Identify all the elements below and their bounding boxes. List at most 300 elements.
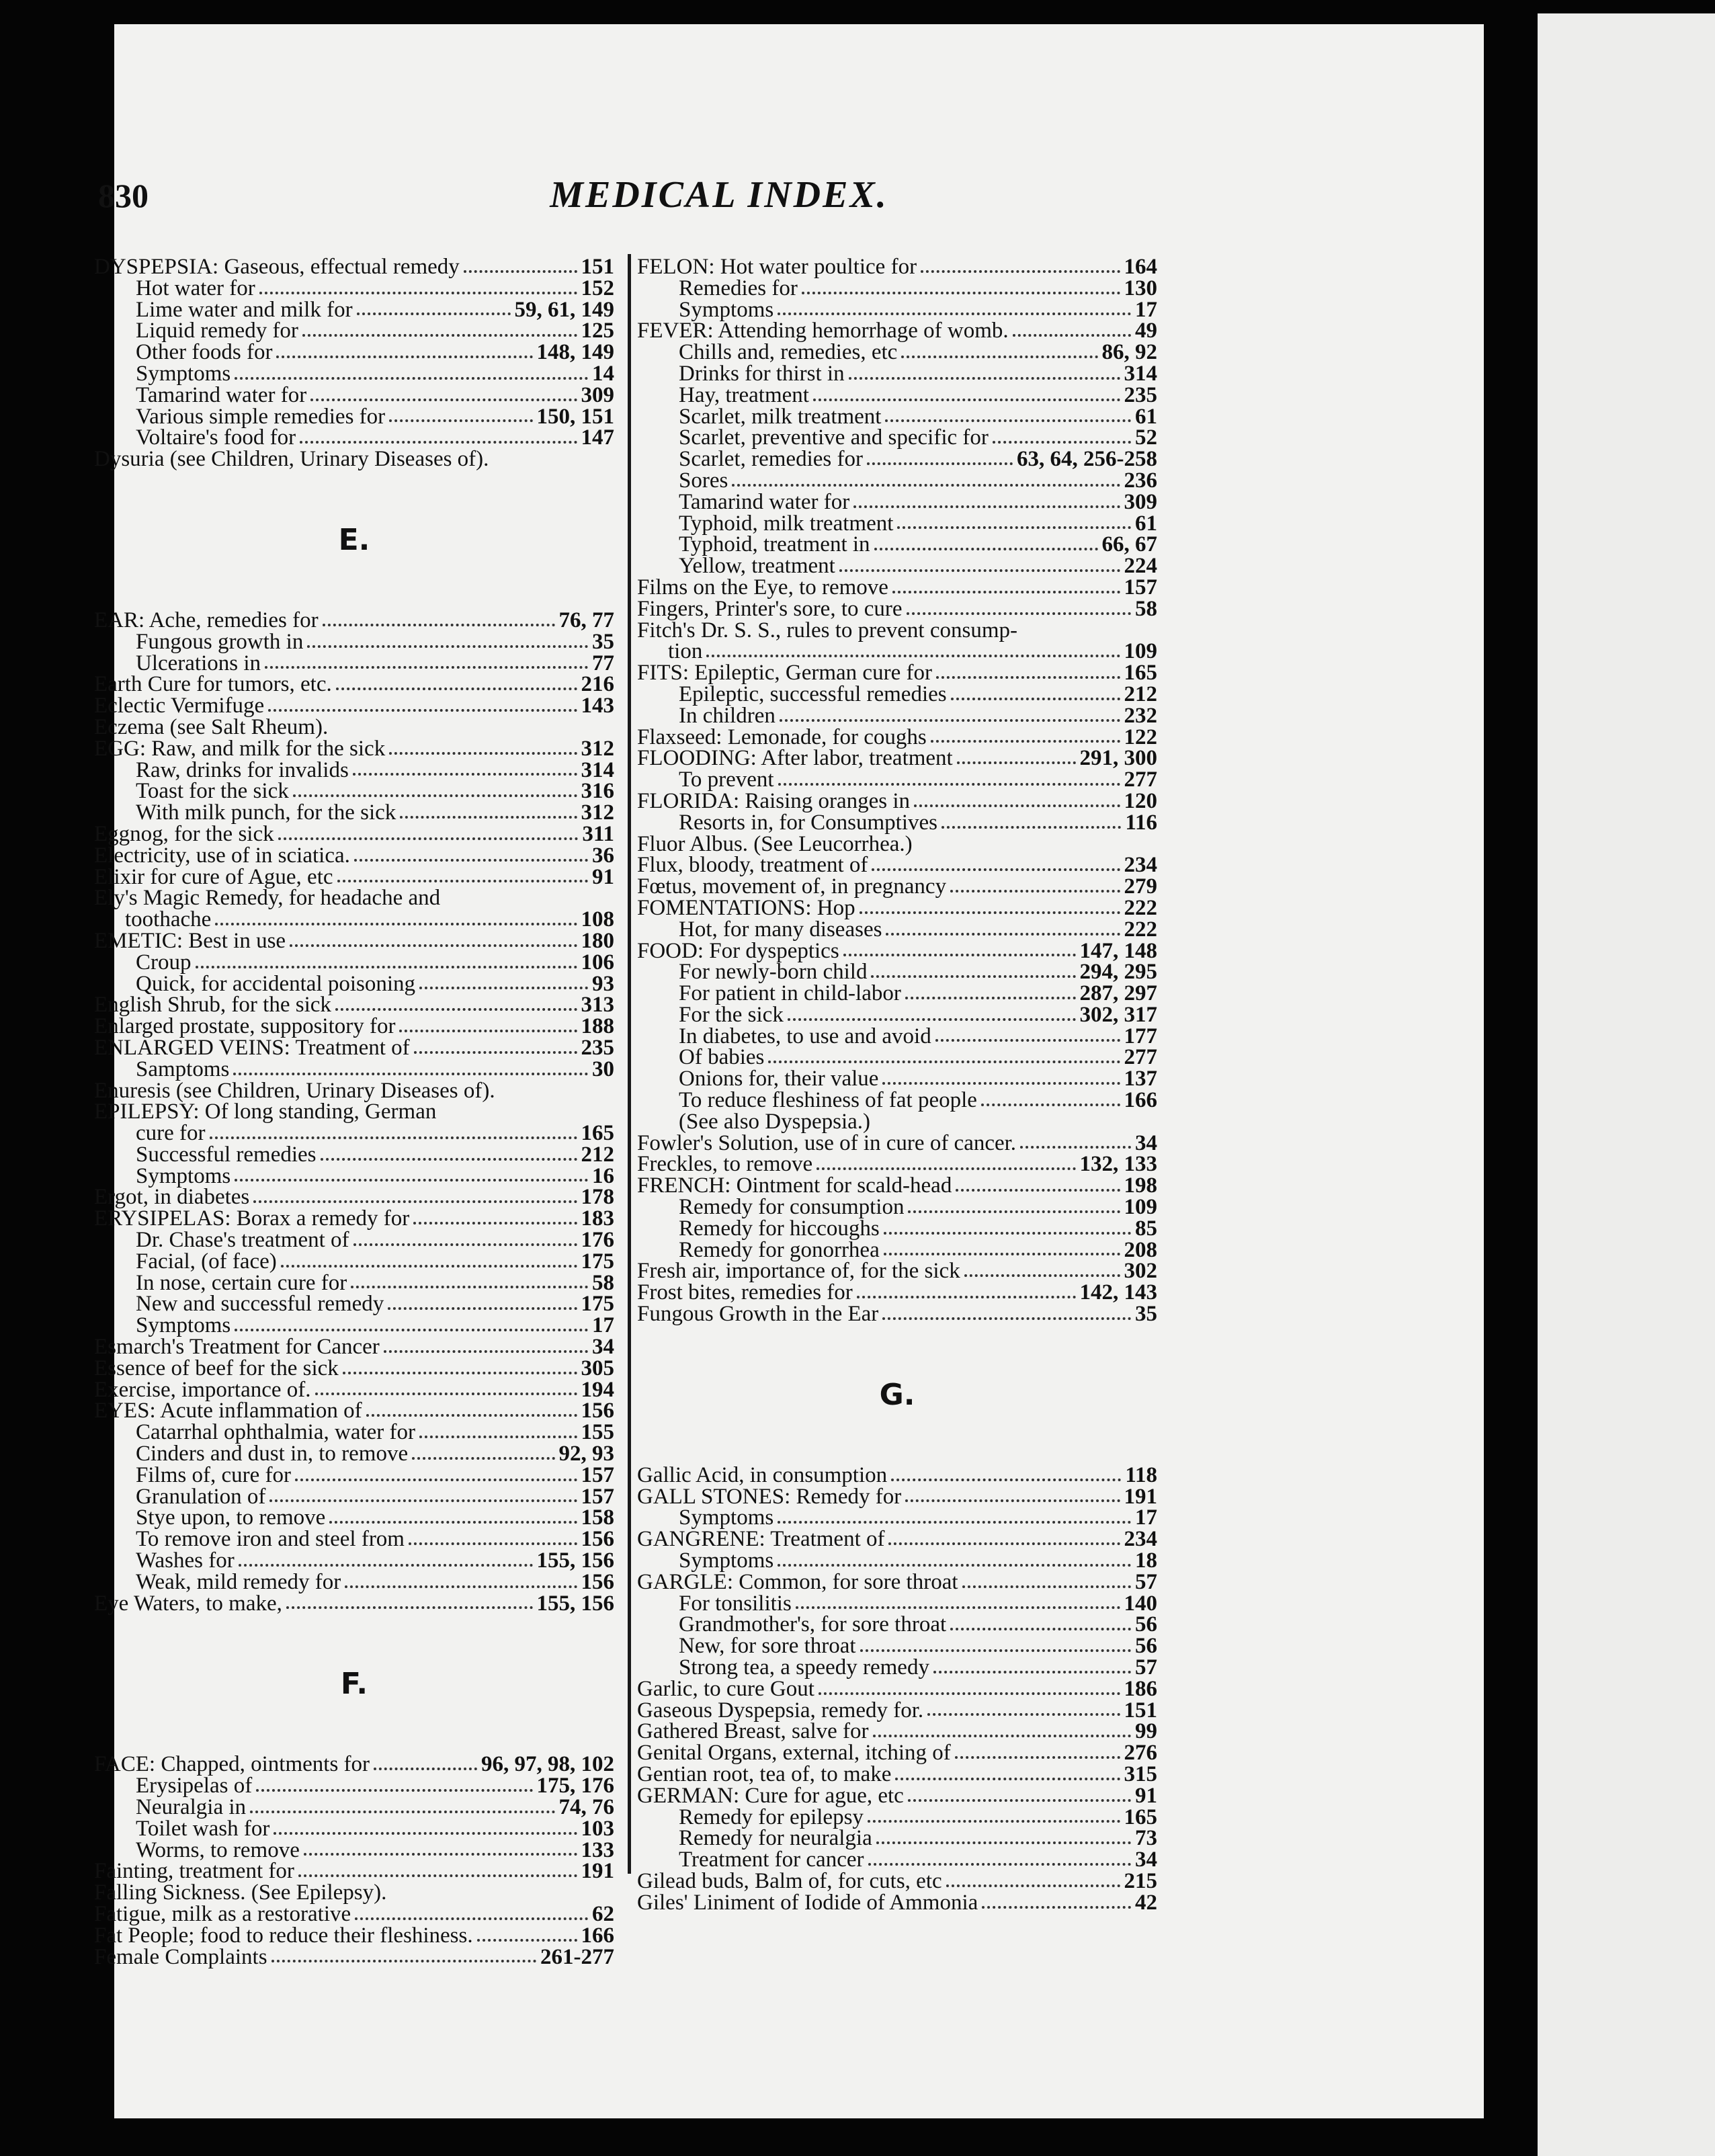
index-entry: [637, 895, 1157, 920]
leader-dots: [933, 1671, 1131, 1673]
page-reference: 57: [1135, 1655, 1157, 1680]
entry-text: Fat People; food to reduce their fleshiness.: [94, 1923, 473, 1948]
entry-text: Treatment for cancer: [679, 1848, 864, 1872]
page-reference: 261-277: [540, 1944, 614, 1969]
entry-text: Chills and, remedies, etc: [679, 340, 898, 365]
page-reference: 61: [1135, 511, 1157, 536]
entry-text: EYES: Acute inflammation of: [94, 1399, 362, 1423]
index-entry: [637, 855, 1157, 876]
page-reference: 176: [581, 1228, 614, 1253]
page-reference: 224: [1124, 554, 1157, 579]
page-reference: 56: [1135, 1634, 1157, 1659]
page-reference: 85: [1135, 1216, 1157, 1241]
leader-dots: [884, 1253, 1120, 1255]
entry-text: Symptoms: [679, 1505, 774, 1530]
index-entry: [94, 1102, 614, 1123]
entry-text: Elixir for cure of Ague, etc: [94, 864, 333, 889]
page-reference: 175: [581, 1249, 614, 1274]
page-reference: 277: [1124, 768, 1157, 792]
leader-dots: [860, 911, 1120, 914]
entry-text: Typhoid, milk treatment: [679, 511, 894, 536]
entry-text: Typhoid, treatment in: [679, 532, 870, 557]
leader-dots: [780, 719, 1120, 722]
section-letter: E.: [338, 522, 370, 557]
index-subentry: [94, 952, 614, 974]
page-reference: 77: [592, 651, 614, 675]
entry-text: Fungous growth in: [136, 629, 304, 654]
page-reference: 165: [1124, 1805, 1157, 1829]
page-reference: 147: [581, 425, 614, 450]
entry-text: FELON: Hot water poultice for: [637, 255, 917, 279]
entry-text: Fingers, Printer's sore, to cure: [637, 596, 903, 621]
index-entry: [94, 714, 614, 739]
entry-text: Fainting, treatment for: [94, 1859, 294, 1884]
page-reference: 314: [1124, 361, 1157, 386]
leader-dots: [321, 1158, 577, 1161]
entry-text: Enlarged prostate, suppository for: [94, 1014, 396, 1039]
leader-dots: [853, 505, 1120, 508]
page-reference: 291, 300: [1079, 746, 1157, 771]
leader-dots: [955, 1756, 1120, 1759]
index-entry: [94, 1016, 614, 1038]
entry-text: Sores: [679, 468, 728, 493]
page-reference: 34: [592, 1335, 614, 1360]
entry-text: Frost bites, remedies for: [637, 1280, 853, 1305]
entry-text: Esmarch's Treatment for Cancer: [94, 1335, 380, 1360]
leader-dots: [892, 591, 1120, 593]
leader-dots: [907, 612, 1131, 615]
leader-dots: [335, 1008, 577, 1011]
leader-dots: [868, 1863, 1132, 1866]
entry-text: To prevent: [679, 768, 774, 792]
entry-text: New and successful remedy: [136, 1292, 384, 1317]
index-subentry: [637, 1026, 1157, 1048]
index-subentry: [637, 770, 1157, 791]
entry-text: Epileptic, successful remedies: [679, 681, 947, 706]
page-reference: 63, 64, 256-258: [1017, 447, 1157, 472]
entry-text: Croup: [136, 950, 192, 975]
index-entry: [94, 845, 614, 867]
index-entry: [637, 663, 1157, 684]
page-reference: 232: [1124, 703, 1157, 728]
index-subentry: [94, 802, 614, 824]
leader-dots: [888, 1542, 1120, 1545]
leader-dots: [253, 1200, 577, 1203]
leader-dots: [269, 1499, 577, 1502]
index-subentry: [637, 983, 1157, 1005]
section-spacer: [94, 1715, 614, 1754]
page-reference: 52: [1135, 425, 1157, 450]
leader-dots: [843, 954, 1076, 956]
page-reference: 42: [1135, 1890, 1157, 1915]
index-subentry: [637, 1828, 1157, 1850]
leader-dots: [788, 1018, 1076, 1021]
leader-dots: [315, 1393, 577, 1395]
entry-text: Liquid remedy for: [136, 319, 298, 343]
index-entry: [637, 1868, 1157, 1893]
index-subentry: [94, 1294, 614, 1315]
index-entry: [94, 1187, 614, 1208]
index-subentry: [637, 1047, 1157, 1069]
leader-dots: [323, 624, 555, 626]
page-reference: 91: [592, 864, 614, 889]
index-entry: [94, 1754, 614, 1776]
entry-text: EGG: Raw, and milk for the sick: [94, 736, 386, 761]
page-reference: 35: [1135, 1302, 1157, 1327]
page-reference: 155: [581, 1420, 614, 1445]
page-reference: 191: [581, 1859, 614, 1884]
entry-text: Resorts in, for Consumptives: [679, 810, 937, 835]
leader-dots: [304, 1853, 577, 1856]
column-rule: [628, 254, 631, 1874]
page-reference: 158: [581, 1505, 614, 1530]
index-entry: [637, 577, 1157, 599]
entry-text: Scarlet, preventive and specific for: [679, 425, 989, 450]
leader-dots: [351, 1286, 588, 1288]
leader-dots: [464, 270, 577, 273]
index-entry: [94, 821, 614, 846]
entry-text: Various simple remedies for: [136, 404, 386, 429]
page-reference: 103: [581, 1816, 614, 1841]
index-entry: [637, 596, 1157, 621]
index-entry: [637, 1130, 1157, 1155]
leader-dots: [956, 1189, 1120, 1192]
page-number: 830: [98, 177, 149, 214]
page-reference: 116: [1125, 810, 1157, 835]
leader-dots: [215, 923, 577, 925]
index-subentry: [637, 641, 1157, 663]
entry-text: tion: [668, 639, 703, 664]
entry-text: Tamarind water for: [679, 489, 850, 514]
index-subentry: [637, 1090, 1157, 1112]
leader-dots: [300, 441, 577, 444]
index-subentry: [94, 757, 614, 782]
page-reference: 34: [1135, 1130, 1157, 1155]
leader-dots: [914, 804, 1120, 807]
page-reference: 62: [592, 1902, 614, 1926]
leader-dots: [886, 933, 1120, 936]
page-reference: 313: [581, 993, 614, 1018]
index-subentry: [637, 361, 1157, 386]
index-subentry: [637, 489, 1157, 514]
page-reference: 49: [1135, 319, 1157, 343]
index-entry: [637, 1569, 1157, 1594]
leader-dots: [931, 740, 1120, 743]
page-reference: 215: [1124, 1868, 1157, 1893]
leader-dots: [962, 1585, 1131, 1588]
leader-dots: [778, 1564, 1131, 1567]
leader-dots: [307, 645, 588, 648]
entry-text: Gallic Acid, in consumption: [637, 1462, 888, 1487]
page-reference: 59, 61, 149: [514, 297, 614, 322]
leader-dots: [271, 1960, 536, 1962]
page-reference: 147, 148: [1079, 938, 1157, 963]
leader-dots: [884, 1232, 1131, 1235]
index-subentry: [637, 1657, 1157, 1679]
leader-dots: [857, 1296, 1076, 1298]
entry-text: Samptoms: [136, 1056, 230, 1081]
leader-dots: [964, 1274, 1120, 1277]
running-head: MEDICAL INDEX.: [550, 174, 888, 216]
entry-text: Gathered Breast, salve for: [637, 1719, 869, 1744]
entry-text: FLOODING: After labor, treatment: [637, 746, 953, 771]
index-subentry: [637, 427, 1157, 449]
leader-dots: [329, 1521, 577, 1524]
leader-dots: [927, 1713, 1120, 1716]
index-subentry: [94, 321, 614, 342]
entry-text: Hay, treatment: [679, 382, 809, 407]
page-reference: 93: [592, 971, 614, 996]
index-subentry: [94, 1837, 614, 1862]
page-reference: 151: [581, 255, 614, 279]
page-reference: 222: [1124, 917, 1157, 942]
entry-text: FITS: Epileptic, German cure for: [637, 661, 932, 686]
leader-dots: [942, 826, 1121, 829]
entry-text: Films on the Eye, to remove: [637, 575, 888, 599]
entry-text: Catarrhal ophthalmia, water for: [136, 1420, 415, 1445]
page-reference: 165: [1124, 661, 1157, 686]
page-reference: 277: [1124, 1045, 1157, 1070]
leader-dots: [871, 975, 1075, 978]
entry-text: Quick, for accidental poisoning: [136, 971, 416, 996]
page-reference: 302: [1124, 1259, 1157, 1284]
entry-text: Female Complaints: [94, 1944, 267, 1969]
leader-dots: [290, 944, 577, 947]
index-subentry: [94, 1270, 614, 1295]
page-reference: 76, 77: [558, 608, 614, 632]
page-reference: 222: [1124, 895, 1157, 920]
index-subentry: [637, 342, 1157, 364]
index-subentry: [94, 1123, 614, 1145]
entry-text: Stye upon, to remove: [136, 1505, 326, 1530]
leader-dots: [409, 1542, 577, 1545]
entry-text: cure for: [136, 1121, 206, 1146]
index-entry: [94, 1944, 614, 1969]
page-reference: 194: [581, 1377, 614, 1402]
leader-dots: [921, 270, 1120, 273]
leader-dots: [400, 816, 577, 819]
section-letter: F.: [340, 1667, 368, 1702]
entry-text: Ely's Magic Remedy, for headache and: [94, 886, 441, 911]
page-reference: 155, 156: [536, 1548, 614, 1573]
leader-dots: [477, 1939, 577, 1942]
page-reference: 309: [1124, 489, 1157, 514]
index-entry: [94, 928, 614, 953]
entry-text: For patient in child-labor: [679, 981, 901, 1006]
index-subentry: [94, 1251, 614, 1273]
leader-dots: [882, 1317, 1131, 1320]
section-letter: G.: [879, 1377, 915, 1412]
page-reference: 17: [1135, 297, 1157, 322]
index-entry: [94, 696, 614, 717]
entry-text: GARGLE: Common, for sore throat: [637, 1569, 958, 1594]
index-subentry: [637, 1550, 1157, 1572]
leader-dots: [936, 676, 1120, 679]
entry-text: FEVER: Attending hemorrhage of womb.: [637, 319, 1009, 343]
entry-text: GALL STONES: Remedy for: [637, 1484, 902, 1509]
entry-text: Freckles, to remove: [637, 1152, 813, 1177]
entry-text: EAR: Ache, remedies for: [94, 608, 319, 632]
entry-text: Symptoms: [136, 1313, 231, 1338]
page-reference: 130: [1124, 276, 1157, 300]
index-entry: [94, 674, 614, 696]
page-reference: 315: [1124, 1762, 1157, 1786]
entry-text: Successful remedies: [136, 1142, 317, 1167]
leader-dots: [366, 1414, 577, 1417]
leader-dots: [982, 1906, 1131, 1909]
index-subentry: [637, 1614, 1157, 1636]
page-reference: 166: [581, 1923, 614, 1948]
leader-dots: [1020, 1146, 1131, 1149]
entry-text: Hot, for many diseases: [679, 917, 882, 942]
entry-text: FACE: Chapped, ointments for: [94, 1752, 370, 1777]
index-subentry: [94, 1056, 614, 1081]
leader-dots: [235, 377, 588, 380]
page-reference: 118: [1125, 1462, 1157, 1487]
page-reference: 183: [581, 1206, 614, 1231]
entry-text: Fluor Albus. (See Leucorrhea.): [637, 831, 913, 856]
entry-text: Eye Waters, to make,: [94, 1591, 282, 1616]
entry-text: Symptoms: [136, 361, 231, 386]
index-entry: [637, 1743, 1157, 1764]
index-entry: [94, 1861, 614, 1882]
entry-text: Raw, drinks for invalids: [136, 757, 349, 782]
leader-dots: [337, 880, 588, 882]
entry-text: Remedy for consumption: [679, 1195, 905, 1220]
index-entry: [94, 610, 614, 632]
page-reference: 58: [1135, 596, 1157, 621]
entry-text: Facial, (of face): [136, 1249, 277, 1274]
entry-text: For tonsilitis: [679, 1591, 792, 1616]
index-subentry: [637, 1109, 1157, 1134]
leader-dots: [336, 688, 577, 690]
leader-dots: [867, 462, 1013, 465]
index-entry: [94, 257, 614, 278]
leader-dots: [388, 1307, 577, 1310]
leader-dots: [849, 377, 1120, 380]
leader-dots: [908, 1210, 1120, 1213]
entry-text: ENLARGED VEINS: Treatment of: [94, 1035, 410, 1060]
leader-dots: [950, 890, 1120, 893]
leader-dots: [706, 655, 1120, 657]
entry-text: GANGRENE: Treatment of: [637, 1527, 885, 1552]
index-subentry: [94, 1142, 614, 1167]
page-reference: 150, 151: [536, 404, 614, 429]
page-reference: 279: [1124, 874, 1157, 899]
page-reference: 109: [1124, 639, 1157, 664]
leader-dots: [819, 1692, 1120, 1695]
index-subentry: [94, 653, 614, 675]
index-subentry: [94, 971, 614, 996]
leader-dots: [905, 1499, 1120, 1502]
page-reference: 36: [592, 843, 614, 868]
page-reference: 208: [1124, 1237, 1157, 1262]
entry-text: Other foods for: [136, 340, 273, 365]
entry-text: Fœtus, movement of, in pregnancy: [637, 874, 947, 899]
entry-text: Symptoms: [679, 297, 774, 322]
page-reference: 91: [1135, 1783, 1157, 1808]
leader-dots: [908, 1799, 1131, 1802]
page-reference: 316: [581, 779, 614, 804]
leader-dots: [1013, 334, 1131, 337]
index-subentry: [94, 1444, 614, 1465]
leader-dots: [268, 709, 577, 712]
index-subentry: [94, 1230, 614, 1251]
page-reference: 17: [1135, 1505, 1157, 1530]
page-reference: 61: [1135, 404, 1157, 429]
entry-text: Fresh air, importance of, for the sick: [637, 1259, 960, 1284]
entry-text: Dr. Chase's treatment of: [136, 1228, 349, 1253]
entry-text: To remove iron and steel from: [136, 1527, 405, 1552]
entry-text: Remedy for hiccoughs: [679, 1216, 880, 1241]
page-reference: 312: [581, 800, 614, 825]
leader-dots: [276, 356, 532, 358]
entry-text: EMETIC: Best in use: [94, 928, 286, 953]
page-reference: 309: [581, 382, 614, 407]
entry-text: EPILEPSY: Of long standing, German: [94, 1100, 437, 1124]
index-entry: [637, 1676, 1157, 1701]
leader-dots: [817, 1167, 1075, 1170]
page-reference: 14: [592, 361, 614, 386]
index-subentry: [94, 781, 614, 802]
leader-dots: [951, 698, 1120, 700]
page-reference: 175: [581, 1292, 614, 1317]
entry-text: Of babies: [679, 1045, 765, 1070]
entry-text: Scarlet, remedies for: [679, 447, 863, 472]
page-reference: 156: [581, 1569, 614, 1594]
page-reference: 73: [1135, 1826, 1157, 1851]
page-reference: 96, 97, 98, 102: [481, 1752, 614, 1777]
leader-dots: [389, 419, 532, 422]
page-reference: 92, 93: [558, 1442, 614, 1466]
leader-dots: [993, 441, 1131, 444]
index-entry: [637, 1783, 1157, 1808]
entry-text: Strong tea, a speedy remedy: [679, 1655, 929, 1680]
index-subentry: [94, 427, 614, 449]
page-reference: 180: [581, 928, 614, 953]
entry-text: Flaxseed: Lemonade, for coughs: [637, 724, 927, 749]
leader-dots: [882, 1082, 1120, 1085]
page-reference: 106: [581, 950, 614, 975]
leader-dots: [872, 868, 1120, 871]
entry-text: Remedy for epilepsy: [679, 1805, 864, 1829]
page-reference: 276: [1124, 1741, 1157, 1766]
facing-page-edge: [1538, 13, 1715, 2156]
index-subentry: [94, 1529, 614, 1550]
entry-text: Granulation of: [136, 1484, 266, 1509]
leader-dots: [354, 859, 588, 862]
index-subentry: [637, 278, 1157, 300]
index-subentry: [637, 1218, 1157, 1240]
index-subentry: [637, 681, 1157, 706]
index-entry: [94, 888, 614, 909]
index-entry: [637, 1282, 1157, 1304]
index-entry: [637, 620, 1157, 642]
page-reference: 151: [1124, 1698, 1157, 1723]
entry-text: Flux, bloody, treatment of: [637, 853, 868, 878]
page-reference: 212: [1124, 681, 1157, 706]
leader-dots: [419, 1436, 577, 1438]
leader-dots: [868, 1820, 1120, 1823]
entry-text: New, for sore throat: [679, 1634, 856, 1659]
entry-text: Electricity, use of in sciatica.: [94, 843, 350, 868]
leader-dots: [384, 1350, 588, 1353]
entry-text: In nose, certain cure for: [136, 1270, 347, 1295]
entry-text: Eclectic Vermifuge: [94, 694, 265, 718]
index-entry: [637, 1721, 1157, 1743]
leader-dots: [414, 1051, 577, 1054]
leader-dots: [813, 399, 1120, 401]
